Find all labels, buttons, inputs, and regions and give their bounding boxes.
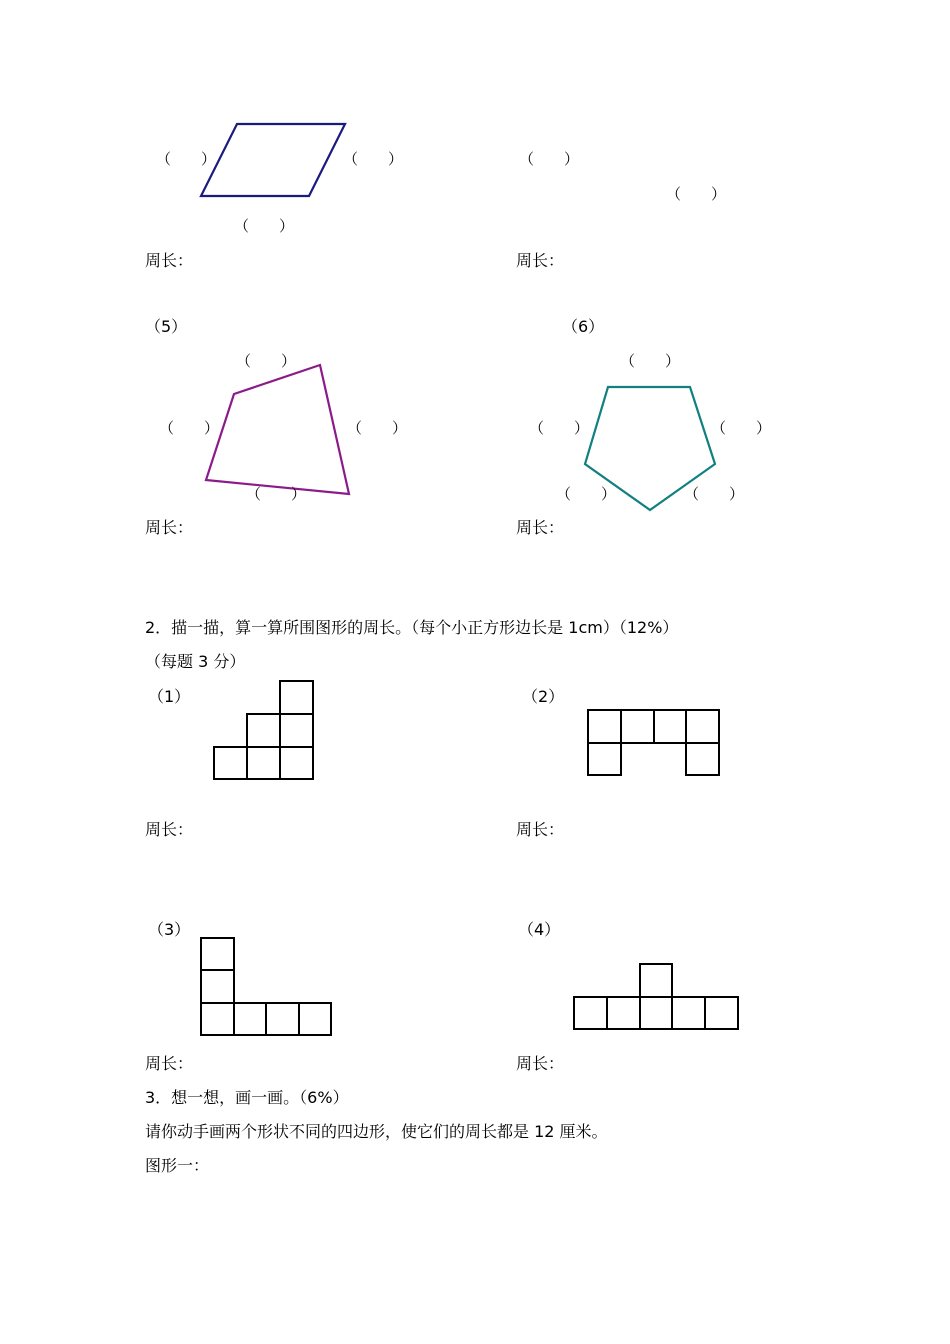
blank-q5-left[interactable]: （ ） <box>159 419 220 437</box>
grid-figure-3 <box>201 938 331 1035</box>
grid-question-4-label: （4） <box>518 920 561 939</box>
grid-question-3-label: （3） <box>148 920 191 939</box>
grid-question-1-label: （1） <box>148 687 191 706</box>
section2-subtitle: （每题 3 分） <box>145 652 246 671</box>
blank-q5-right[interactable]: （ ） <box>347 419 408 437</box>
perimeter-label-grid-1: 周长： <box>145 820 194 839</box>
blank-figure4-top[interactable]: （ ） <box>519 150 580 168</box>
perimeter-label-grid-4: 周长： <box>516 1054 565 1073</box>
blank-q5-bottom[interactable]: （ ） <box>246 485 307 503</box>
blank-q6-top[interactable]: （ ） <box>620 352 681 370</box>
perimeter-label-6: 周长： <box>516 518 565 537</box>
section2-title: 2．描一描，算一算所围图形的周长。（每个小正方形边长是 1cm）（12%） <box>145 618 679 637</box>
blank-figure4-right[interactable]: （ ） <box>666 185 727 203</box>
question-5-label: （5） <box>145 317 188 336</box>
section3-title: 3．想一想，画一画。（6%） <box>145 1088 349 1107</box>
perimeter-label-4: 周长： <box>516 251 565 270</box>
perimeter-label-grid-2: 周长： <box>516 820 565 839</box>
question-6-label: （6） <box>562 317 605 336</box>
blank-parallelogram-bottom[interactable]: （ ） <box>234 217 295 235</box>
grid-figure-1 <box>214 681 313 779</box>
perimeter-label-5: 周长： <box>145 518 194 537</box>
blank-parallelogram-left[interactable]: （ ） <box>156 150 217 168</box>
blank-q6-upper-left[interactable]: （ ） <box>529 419 590 437</box>
perimeter-label-grid-3: 周长： <box>145 1054 194 1073</box>
blank-q6-lower-left[interactable]: （ ） <box>556 485 617 503</box>
blank-q6-lower-right[interactable]: （ ） <box>684 485 745 503</box>
grid-question-2-label: （2） <box>522 687 565 706</box>
blank-parallelogram-right[interactable]: （ ） <box>343 150 404 168</box>
shape1-label: 图形一： <box>145 1156 210 1175</box>
perimeter-label-3: 周长： <box>145 251 194 270</box>
blank-q6-upper-right[interactable]: （ ） <box>711 419 772 437</box>
section3-instruction: 请你动手画两个形状不同的四边形，使它们的周长都是 12 厘米。 <box>145 1122 608 1141</box>
grid-figure-4 <box>574 964 738 1029</box>
grid-figure-2 <box>588 710 719 775</box>
blank-q5-top[interactable]: （ ） <box>236 352 297 370</box>
